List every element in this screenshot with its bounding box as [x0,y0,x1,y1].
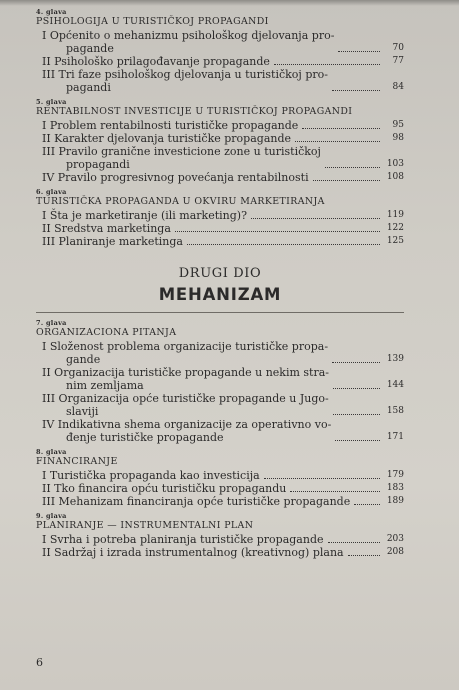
dot-leader [332,362,380,363]
toc-entry [36,366,404,392]
chapter-block [36,188,404,248]
dot-leader [313,180,380,181]
toc-entry-line: I Problem rentabilnosti turističke propagande [42,119,299,132]
chapter-number: 8. glava [36,448,67,456]
toc-page-number: 103 [386,159,404,169]
chapter-number: 5. glava [36,98,67,106]
toc-entry-text [42,392,329,418]
toc-entry-line: nim zemljama [66,379,144,392]
toc-entry-line: I Općenito o mehanizmu psihološkog djelovanja pro- [42,29,335,42]
toc-entry-text [42,546,344,559]
dot-leader [338,51,380,52]
toc-entry-line: II Psihološko prilagođavanje propagande [42,55,270,68]
toc-entry-text [42,418,331,444]
dot-leader [290,491,380,492]
toc-entry-text [42,482,286,495]
chapter-number: 4. glava [36,8,67,16]
dot-leader [328,542,381,543]
chapter-block [36,319,404,444]
toc-entry-text [42,145,321,171]
toc-entry-text [42,469,260,482]
part-divider [36,312,404,313]
part-label: DRUGI DIO [178,266,262,281]
toc-entry-line: II Karakter djelovanja turističke propagande [42,132,292,145]
toc-entry-line: I Svrha i potreba planiranja turističke propagande [42,533,324,546]
page-number: 6 [36,656,43,669]
chapter-title: TURISTIČKA PROPAGANDA U OKVIRU MARKETIRANJA [36,196,325,207]
toc-page-number: 122 [386,223,404,233]
toc-entry-line: propagandi [66,158,130,171]
dot-leader [333,388,380,389]
toc-entry [36,68,404,94]
toc-entry [36,533,404,546]
toc-page-number: 77 [392,56,404,66]
toc-entry-line: III Organizacija opće turističke propagande u Jugo- [42,392,329,405]
toc-entry-text [42,171,309,184]
dot-leader [264,478,380,479]
chapter-title: RENTABILNOST INVESTICIJE U TURISTIČKOJ PROPAGANDI [36,106,353,117]
toc-entry [36,132,404,145]
toc-page-number: 139 [386,354,404,364]
toc-entry-line: III Pravilo granične investicione zone u turističkoj [42,145,321,158]
toc-entry-line: II Organizacija turističke propagande u nekim stra- [42,366,329,379]
toc-entry [36,171,404,184]
toc-entry-line: I Turistička propaganda kao investicija [42,469,260,482]
chapters-group-before [36,8,404,248]
dot-leader [274,64,380,65]
toc-entry [36,392,404,418]
toc-entry-text [42,235,183,248]
toc-entry-line: slaviji [66,405,99,418]
toc-entry-text [42,29,334,55]
toc-entry-line: II Sadržaj i izrada instrumentalnog (kreativnog) plana [42,546,344,559]
toc-entry-text [42,209,247,222]
toc-page-number: 95 [392,120,404,130]
chapter-block [36,8,404,94]
toc-entry-line: pagandi [66,81,111,94]
chapters-group-after [36,319,404,559]
toc-entry [36,209,404,222]
toc-page-number: 183 [386,483,404,493]
toc-entry-text [42,340,328,366]
toc-entry-text [42,132,291,145]
toc-page-number: 119 [386,210,404,220]
toc-page-number: 144 [386,380,404,390]
dot-leader [295,141,380,142]
toc-entry-line: I Šta je marketiranje (ili marketing)? [42,209,247,222]
chapter-number: 6. glava [36,188,67,196]
toc-page-number: 125 [386,236,404,246]
chapter-title: PLANIRANJE — INSTRUMENTALNI PLAN [36,520,254,531]
toc-entry-text [42,222,171,235]
part-title: MEHANIZAM [158,285,282,304]
toc-entry [36,55,404,68]
toc-page-number: 70 [392,43,404,53]
toc-entry-line: gande [66,353,101,366]
toc-entry [36,546,404,559]
chapter-block [36,448,404,508]
toc-entry-line: II Sredstva marketinga [42,222,171,235]
chapter-number: 7. glava [36,319,67,327]
toc-entry-line: III Mehanizam financiranja opće turističke propagande [42,495,351,508]
chapter-title: ORGANIZACIONA PITANJA [36,327,177,338]
toc-entry [36,119,404,132]
chapter-number: 9. glava [36,512,67,520]
toc-page-number: 208 [386,547,404,557]
dot-leader [251,218,380,219]
toc-page-number: 179 [386,470,404,480]
chapter-title: PSIHOLOGIJA U TURISTIČKOJ PROPAGANDI [36,16,269,27]
toc-page-number: 171 [386,432,404,442]
toc-entry-text [42,55,270,68]
toc-entry-line: IV Pravilo progresivnog povećanja rentabilnosti [42,171,309,184]
dot-leader [187,244,380,245]
toc-entry [36,145,404,171]
toc-entry [36,418,404,444]
toc-entry [36,340,404,366]
dot-leader [175,231,380,232]
toc-entry [36,222,404,235]
dot-leader [335,440,380,441]
dot-leader [325,167,380,168]
part-heading [36,266,404,306]
dot-leader [348,555,380,556]
toc-entry-line: III Tri faze psihološkog djelovanja u turističkoj pro- [42,68,328,81]
toc-page-number: 98 [392,133,404,143]
chapter-block [36,98,404,184]
dot-leader [354,504,380,505]
toc-page-number: 158 [386,406,404,416]
toc-entry-line: IV Indikativna shema organizacije za operativno vo- [42,418,332,431]
toc-entry [36,482,404,495]
toc-entry [36,235,404,248]
chapter-title: FINANCIRANJE [36,456,118,467]
toc-entry-text [42,533,324,546]
chapter-block [36,512,404,559]
toc-entry-text [42,495,350,508]
toc-entry-line: III Planiranje marketinga [42,235,183,248]
dot-leader [332,90,380,91]
toc-entry [36,495,404,508]
toc-entry-line: pagande [66,42,114,55]
toc-entry-text [42,68,328,94]
toc-page-number: 108 [386,172,404,182]
dot-leader [333,414,380,415]
toc-page-number: 84 [392,82,404,92]
toc-entry-text [42,119,298,132]
toc-page-number: 203 [386,534,404,544]
toc-entry-line: đenje turističke propagande [66,431,224,444]
toc-entry [36,469,404,482]
toc-entry-line: I Složenost problema organizacije turističke propa- [42,340,329,353]
toc-entry-line: II Tko financira opću turističku propagandu [42,482,287,495]
toc-entry-text [42,366,329,392]
dot-leader [302,128,380,129]
toc-page-number: 189 [386,496,404,506]
table-of-contents [36,8,404,563]
toc-entry [36,29,404,55]
